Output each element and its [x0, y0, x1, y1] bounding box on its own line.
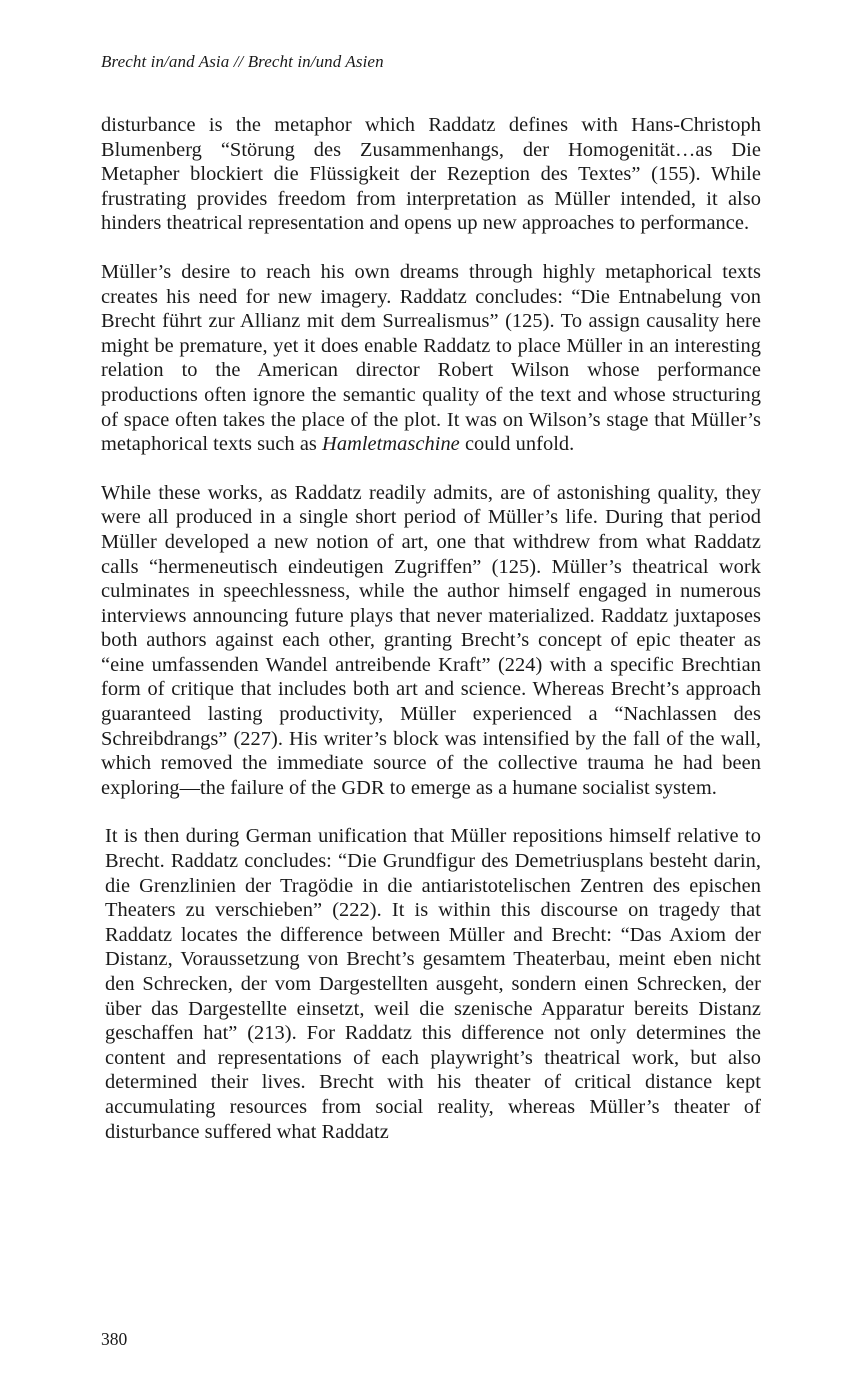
paragraph-2-text-end: could unfold.: [459, 433, 575, 456]
running-head: Brecht in/and Asia // Brecht in/und Asien: [101, 52, 384, 71]
page-number: 380: [101, 1329, 128, 1349]
work-title-hamletmaschine: Hamletmaschine: [322, 433, 460, 456]
paragraph-3: While these works, as Raddatz readily admits, are of astonishing quality, they were all produced in a single short period of Müller’s life. During that period Müller developed a new notion of art, one that withdrew from what Raddatz calls “hermeneutisch eindeutigen Zugriffen” (125). Müller’s theatrical work culminates in speechlessness, while the author himself engaged in numerous interviews announcing future plays that never materialized. Raddatz juxtaposes both authors against each other, granting Brecht’s concept of epic theater as “eine umfassenden Wandel antreibende Kraft” (224) with a specific Brechtian form of critique that includes both art and science. Whereas Brecht’s approach guaranteed lasting productivity, Müller experienced a “Nachlassen des Schreibdrangs” (227). His writer’s block was intensified by the fall of the wall, which removed the immediate source of the collective trauma he had been exploring—the failure of the GDR to emerge as a humane socialist system.: [101, 481, 761, 799]
paragraph-2-text: Müller’s desire to reach his own dreams through highly metaphorical texts creates his need for new imagery. Raddatz concludes: “Die Entnabelung von Brecht führt zur Allianz mit dem Surrealismus” (125). To assign causality here might be premature, yet it does enable Raddatz to place Müller in an interesting relation to the American director Robert Wilson whose performance productions often ignore the semantic quality of the text and whose structuring of space often takes the place of the plot. It was on Wilson’s stage that Müller’s metaphorical texts such as: [101, 260, 761, 456]
body-text: [101, 113, 761, 1168]
paragraph-2: [101, 260, 761, 457]
paragraph-4: It is then during German unification that Müller repositions himself relative to Brecht. Raddatz concludes: “Die Grundfigur des Demetriusplans besteht darin, die Grenzlinien der Tragödie in die antiaristotelischen Zentren des epischen Theaters zu verschieben” (222). It is within this discourse on tragedy that Raddatz locates the difference between Müller and Brecht: “Das Axiom der Distanz, Voraussetzung von Brecht’s gesamtem Theaterbau, meint eben nicht den Schrecken, der vom Dargestellten ausgeht, sondern einen Schrecken, der über das Dargestellte einsetzt, weil die szenische Apparatur bereits Distanz geschaffen hat” (213). For Raddatz this difference not only determines the content and representations of each playwright’s theatrical work, but also determined their lives. Brecht with his theater of critical distance kept accumulating resources from social reality, whereas Müller’s theater of disturbance suffered what Raddatz: [105, 825, 761, 1143]
paragraph-1: disturbance is the metaphor which Raddatz defines with Hans-Christoph Blumenberg “Störung des Zusammenhangs, der Homogenität…as Die Metapher blockiert die Flüssigkeit der Rezeption des Textes” (155). While frustrating provides freedom from interpretation as Müller intended, it also hinders theatrical representation and opens up new approaches to performance.: [101, 114, 761, 235]
